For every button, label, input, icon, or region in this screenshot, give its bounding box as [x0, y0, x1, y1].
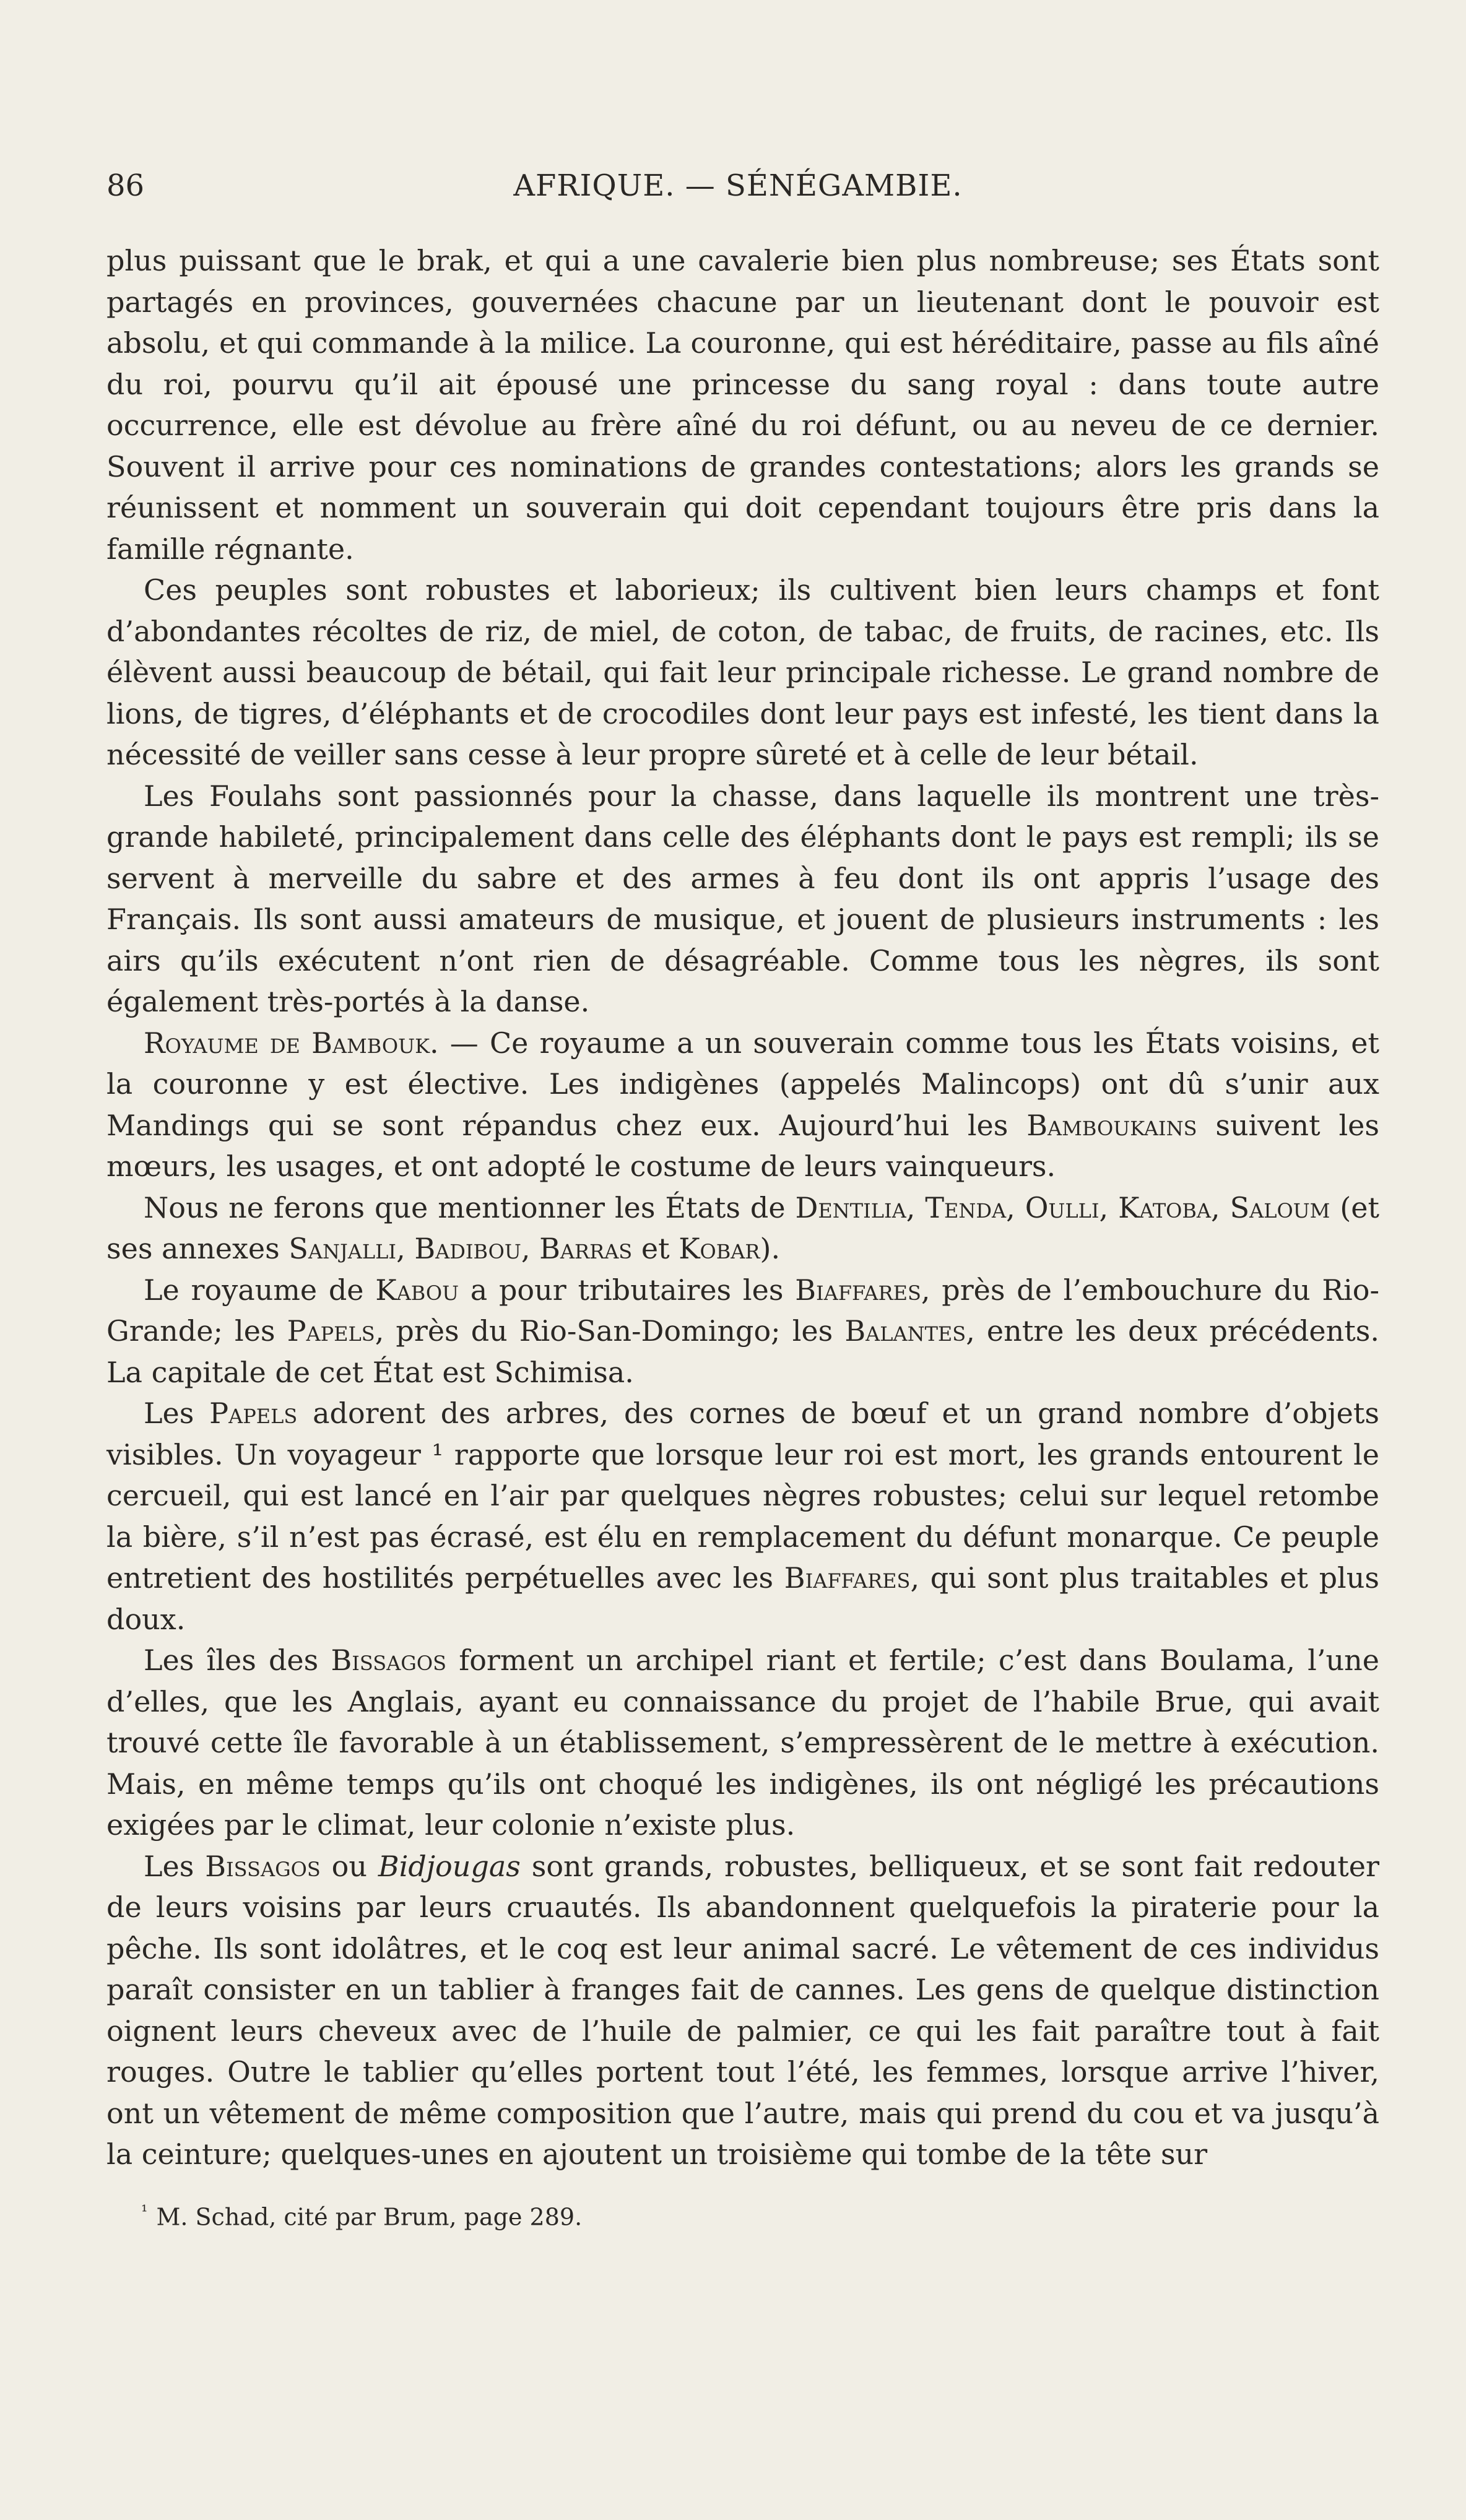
- text-run: , entre les deux précédents. La capitale de cet État est Schimisa.: [106, 1314, 1379, 1389]
- small-caps-name: Biaffares: [784, 1561, 911, 1595]
- footnote: [141, 2196, 582, 2233]
- text-run: ,: [1006, 1190, 1025, 1224]
- text-run: — Ce royaume a un souverain comme tous les États voisins, et la couronne y est élective. Les indigènes (appelés Malincops) ont dû s’unir aux Mandings qui se sont répandus chez eux. Aujourd’hui les: [106, 1026, 1379, 1142]
- paragraph: [106, 1023, 1379, 1187]
- small-caps-name: Barras: [539, 1232, 633, 1265]
- paragraph: [106, 1846, 1379, 2175]
- text-run: forment un archipel riant et fertile; c’est dans Boulama, l’une d’elles, que les Anglais, ayant eu connaissance du projet de l’habile Brue, qui avait trouvé cette île favorable à un établissement, s’empressèrent de le mettre à exécution. Mais, en même temps qu’ils ont choqué les indigènes, ils ont négligé les précautions exigées par le climat, leur colonie n’existe plus.: [106, 1643, 1379, 1842]
- small-caps-name: Badibou: [414, 1232, 521, 1265]
- small-caps-name: Bamboukains: [1026, 1108, 1197, 1142]
- text-run: Les îles des: [144, 1643, 331, 1677]
- footnote-text: M. Schad, cité par Brum, page 289.: [156, 2203, 583, 2231]
- text-run: suivent les mœurs, les usages, et ont adopté le costume de leurs vainqueurs.: [106, 1108, 1379, 1183]
- text-run: ,: [906, 1190, 926, 1224]
- running-head: AFRIQUE. — SÉNÉGAMBIE.: [513, 168, 963, 203]
- paragraph: [106, 1187, 1379, 1270]
- text-run: ,: [521, 1232, 540, 1265]
- small-caps-name: Royaume de Bambouk.: [144, 1026, 439, 1060]
- paragraph: [106, 1270, 1379, 1393]
- text-run: (et ses annexes: [106, 1190, 1380, 1265]
- text-run: Nous ne ferons que mentionner les États de: [144, 1190, 796, 1224]
- paragraph: [106, 776, 1379, 1023]
- small-caps-name: Biaffares: [795, 1273, 921, 1307]
- text-run: ,: [1099, 1190, 1119, 1224]
- text-run: Ces peuples sont robustes et laborieux; ils cultivent bien leurs champs et font d’abondantes récoltes de riz, de miel, de coton, de tabac, de fruits, de racines, etc. Ils élèvent aussi beaucoup de bétail, qui fait leur principale richesse. Le grand nombre de lions, de tigres, d’éléphants et de crocodiles dont leur pays est infesté, les tient dans la nécessité de veiller sans cesse à leur propre sûreté et à celle de leur bétail.: [106, 573, 1379, 771]
- small-caps-name: Saloum: [1230, 1190, 1330, 1224]
- small-caps-name: Tenda: [925, 1190, 1007, 1224]
- small-caps-name: Oulli: [1025, 1190, 1100, 1224]
- paragraph: [106, 1640, 1379, 1846]
- footnote-marker: ¹: [141, 2202, 148, 2221]
- small-caps-name: Papels: [209, 1396, 298, 1430]
- small-caps-name: Dentilia: [795, 1190, 906, 1224]
- text-run: Le royaume de: [144, 1273, 376, 1307]
- text-run: Les Foulahs sont passionnés pour la chasse, dans laquelle ils montrent une très-grande habileté, principalement dans celle des éléphants dont le pays est rempli; ils se servent à merveille du sabre et des armes à feu dont ils ont appris l’usage des Français. Ils sont aussi amateurs de musique, et jouent de plusieurs instruments : les airs qu’ils exécutent n’ont rien de désagréable. Comme tous les nègres, ils sont également très-portés à la danse.: [106, 779, 1379, 1018]
- small-caps-name: Papels: [287, 1314, 375, 1348]
- page-number: 86: [106, 168, 145, 203]
- paragraph: [106, 240, 1379, 569]
- text-run: , près de l’embouchure du Rio-Grande; les: [106, 1273, 1379, 1348]
- small-caps-name: Balantes: [844, 1314, 966, 1348]
- text-run: , près du Rio-San-Domingo; les: [375, 1314, 845, 1348]
- small-caps-name: Kobar: [679, 1232, 760, 1265]
- italic-term: Bidjougas: [378, 1849, 521, 1883]
- text-run: a pour tributaires les: [459, 1273, 796, 1307]
- text-run: plus puissant que le brak, et qui a une cavalerie bien plus nombreuse; ses États sont partagés en provinces, gouvernées chacune par un lieutenant dont le pouvoir est absolu, et qui commande à la milice. La couronne, qui est héréditaire, passe au fils aîné du roi, pourvu qu’il ait épousé une princesse du sang royal : dans toute autre occurrence, elle est dévolue au frère aîné du roi défunt, ou au neveu de ce dernier. Souvent il arrive pour ces nominations de grandes contestations; alors les grands se réunissent et nomment un souverain qui doit cependant toujours être pris dans la famille régnante.: [106, 244, 1379, 566]
- text-run: ,: [396, 1232, 415, 1265]
- small-caps-name: Bissagos: [205, 1849, 321, 1883]
- small-caps-name: Kabou: [375, 1273, 459, 1307]
- text-run: ou: [320, 1849, 378, 1883]
- small-caps-name: Bissagos: [331, 1643, 447, 1677]
- paragraph: [106, 569, 1379, 776]
- text-run: et: [632, 1232, 679, 1265]
- small-caps-name: Katoba: [1118, 1190, 1212, 1224]
- small-caps-name: Sanjalli: [288, 1232, 397, 1265]
- text-run: ,: [1211, 1190, 1230, 1224]
- text-run: adorent des arbres, des cornes de bœuf et un grand nombre d’objets visibles. Un voyageur ¹ rapporte que lorsque leur roi est mort, les grands entourent le cercueil, qui est lancé en l’air par quelques nègres robustes; celui sur lequel retombe la bière, s’il n’est pas écrasé, est élu en remplacement du défunt monarque. Ce peuple entretient des hostilités perpétuelles avec les: [106, 1396, 1379, 1595]
- text-run: sont grands, robustes, belliqueux, et se sont fait redouter de leurs voisins par leurs cruautés. Ils abandonnent quelquefois la piraterie pour la pêche. Ils sont idolâtres, et le coq est leur animal sacré. Le vêtement de ces individus paraît consister en un tablier à franges fait de cannes. Les gens de quelque distinction oignent leurs cheveux avec de l’huile de palmier, ce qui les fait paraître tout à fait rouges. Outre le tablier qu’elles portent tout l’été, les femmes, lorsque arrive l’hiver, ont un vêtement de même composition que l’autre, mais qui prend du cou et va jusqu’à la ceinture; quelques-unes en ajoutent un troisième qui tombe de la tête sur: [106, 1849, 1379, 2171]
- text-run: ).: [760, 1232, 781, 1265]
- text-run: Les: [144, 1849, 206, 1883]
- body-text: [106, 240, 1379, 2175]
- text-run: Les: [144, 1396, 210, 1430]
- text-run: , qui sont plus traitables et plus doux.: [106, 1561, 1379, 1636]
- paragraph: [106, 1393, 1379, 1640]
- page-header: [106, 168, 1369, 218]
